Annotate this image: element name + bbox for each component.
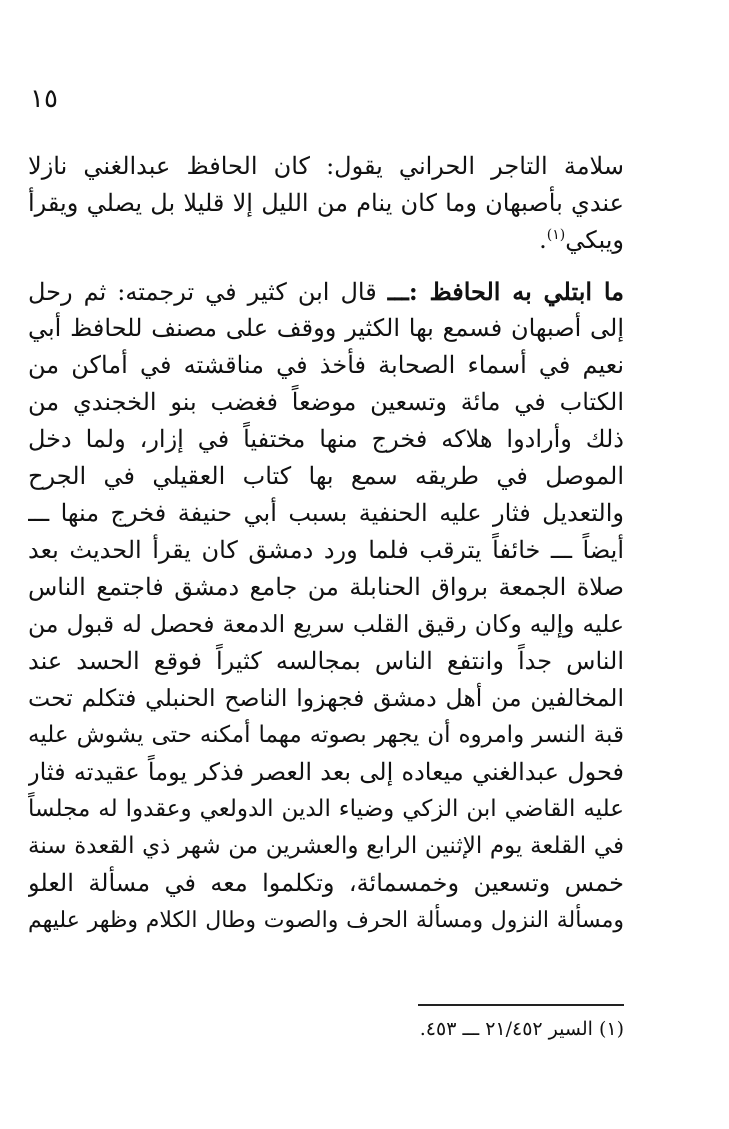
paragraph-2-line-3: نعيم في أسماء الصحابة فأخذ في مناقشته في أماكن من — [28, 351, 624, 379]
paragraph-2-line-4: الكتاب في مائة وتسعين موضعاً فغضب بنو الخجندي من — [28, 388, 624, 416]
paragraph-2-line-5: ذلك وأرادوا هلاكه فخرج منها مختفياً في إزار، ولما دخل — [28, 425, 624, 453]
section-heading: ما ابتلي به الحافظ :ـــ — [387, 277, 624, 306]
paragraph-2-line-9: صلاة الجمعة برواق الحنابلة من جامع دمشق فاجتمع الناس — [28, 573, 624, 601]
paragraph-2-line-18: ومسألة النزول ومسألة الحرف والصوت وطال الكلام وظهر عليهم — [28, 908, 624, 933]
paragraph-2-line-1 — [28, 273, 624, 310]
paragraph-1-line-2: عندي بأصبهان وما كان ينام من الليل إلا قليلا بل يصلي ويقرأ — [28, 189, 624, 217]
paragraph-1-line-1: سلامة التاجر الحراني يقول: كان الحافظ عبدالغني نازلا — [28, 152, 624, 180]
paragraph-2-line-15: عليه القاضي ابن الزكي وضياء الدين الدولعي وعقدوا له مجلساً — [28, 796, 624, 822]
paragraph-spacer — [28, 259, 624, 273]
page-number: ١٥ — [30, 84, 58, 114]
body-text — [28, 148, 624, 939]
paragraph-1-line-3-text: ويبكي — [565, 226, 624, 254]
paragraph-2-line-12: المخالفين من أهل دمشق فجهزوا الناصح الحنبلي فتكلم تحت — [28, 684, 624, 712]
paragraph-2-line-13: قبة النسر وامروه أن يجهر بصوته مهما أمكنه حتى يشوش عليه — [28, 722, 624, 748]
footnote-reference-marker: (١) — [546, 227, 566, 243]
footnote-separator — [418, 1004, 624, 1006]
paragraph-2-line-8: أيضاً ـــ خائفاً يترقب فلما ورد دمشق كان يقرأ الحديث بعد — [28, 536, 624, 564]
footnote: (١) السير ٢١/٤٥٢ ـــ ٤٥٣. — [419, 1018, 624, 1040]
paragraph-1-end-punctuation: . — [539, 226, 547, 254]
paragraph-2-line-17: خمس وتسعين وخمسمائة، وتكلموا معه في مسألة العلو — [28, 869, 624, 897]
paragraph-2-line-10: عليه وإليه وكان رقيق القلب سريع الدمعة فحصل له قبول من — [28, 610, 624, 638]
paragraph-2-line-14: فحول عبدالغني ميعاده إلى بعد العصر فذكر يوماً عقيدته فثار — [28, 758, 624, 786]
paragraph-2-line-2: إلى أصبهان فسمع بها الكثير ووقف على مصنف للحافظ أبي — [28, 314, 624, 342]
paragraph-2-line-1-text: قال ابن كثير في ترجمته: ثم رحل — [28, 278, 377, 306]
paragraph-2-line-6: الموصل في طريقه سمع بها كتاب العقيلي في الجرح — [28, 462, 624, 490]
paragraph-2-line-16: في القلعة يوم الإثنين الرابع والعشرين من شهر ذي القعدة سنة — [28, 833, 624, 859]
paragraph-2-line-7: والتعديل فثار عليه الحنفية بسبب أبي حنيفة فخرج منها ـــ — [28, 499, 624, 527]
paragraph-2-line-11: الناس جداً وانتفع الناس بمجالسه كثيراً فوقع الحسد عند — [28, 647, 624, 675]
paragraph-1-line-3 — [28, 222, 624, 259]
